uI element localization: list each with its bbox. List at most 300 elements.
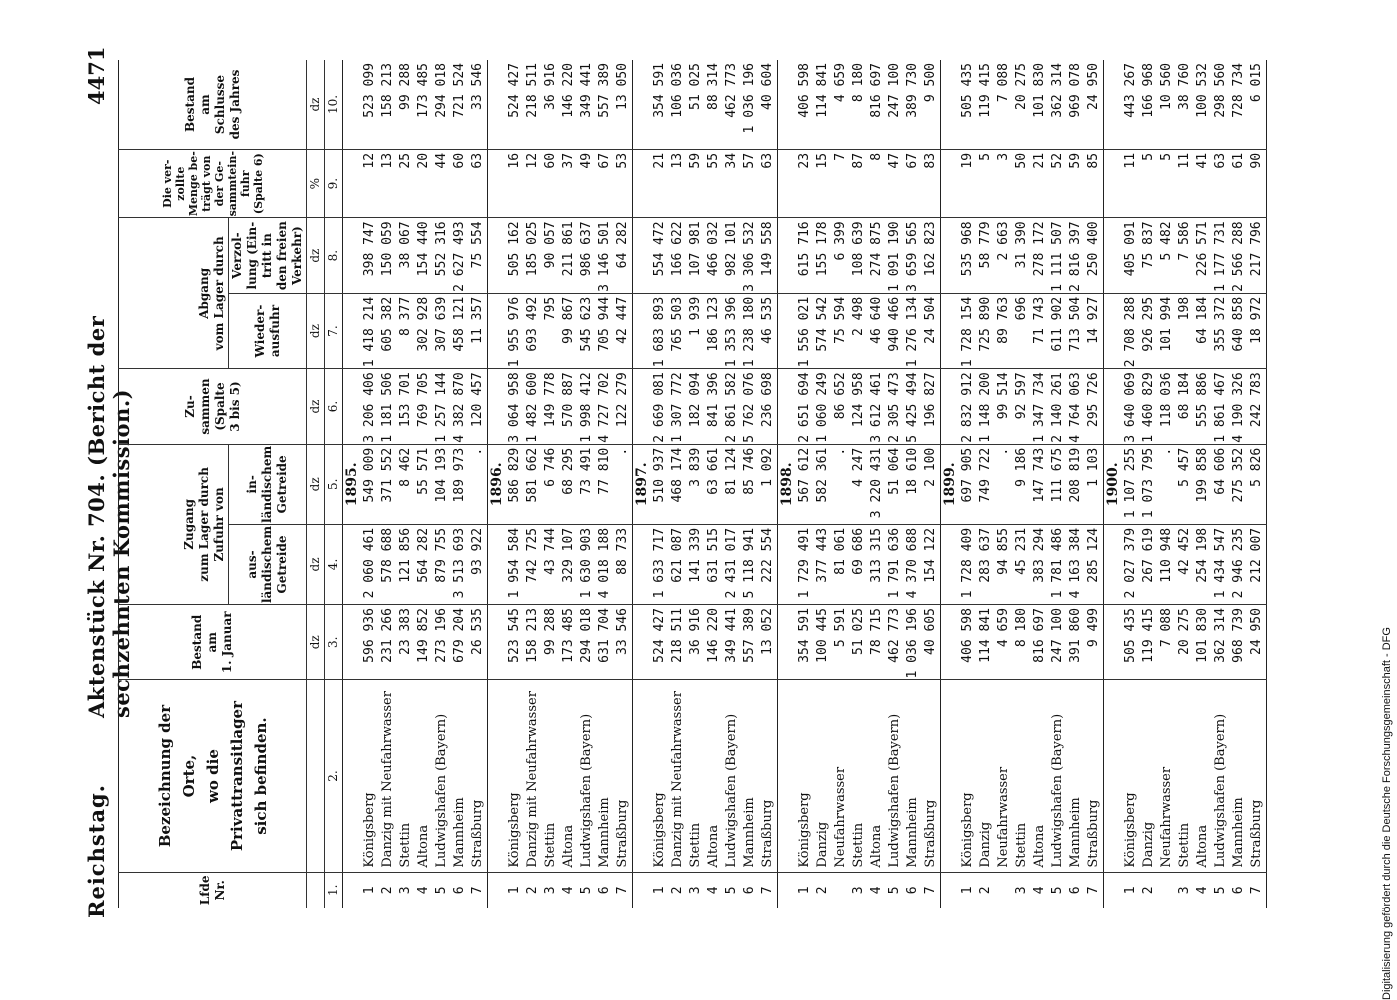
cell-col3: 349 441 [723,605,741,680]
cell-col3: 354 591 [796,605,814,680]
cell-col3: 26 535 [469,605,488,680]
row-number: 6 [1067,872,1085,908]
cell-col8: 278 172 [1031,218,1049,293]
year-heading-spacer [778,60,797,149]
zugang-heading: Zugang [182,499,196,550]
table-row [1049,60,1067,908]
cell-col10: 88 314 [706,63,721,110]
row-number: 4 [560,872,578,908]
cell-col5: 73 491 [578,444,596,524]
cell-col9: 11 [1176,149,1194,217]
cell-col3: 119 415 [1140,605,1158,680]
cell-col4: 43 744 [542,524,560,604]
cell-col7: 11 357 [469,293,488,368]
col9-heading-h: (Spalte 6) [251,153,265,215]
year-heading-spacer [778,872,797,908]
cell-col7: 1 939 [687,293,705,368]
year-heading-spacer [633,524,652,604]
cell-col3: 20 275 [1176,605,1194,680]
cell-col7: 2 708 288 [1122,293,1140,368]
table-row [850,60,868,908]
table-row [868,60,886,908]
cell-col9: 37 [560,149,578,217]
cell-col7: 705 944 [596,293,614,368]
year-heading-spacer [1104,60,1123,149]
cell-col3: 406 598 [959,605,977,680]
cell-col9: 55 [705,149,723,217]
cell-col9: 12 [361,149,379,217]
cell-col4: 3 513 693 [451,524,469,604]
row-number: 5 [723,872,741,908]
cell-col7: 640 858 [1230,293,1248,368]
cell-col4: 1 434 547 [1212,524,1230,604]
year-heading-spacer [488,149,507,217]
place-name: Ludwigshafen (Bayern) [723,680,741,872]
cell-col7: 1 683 893 [651,293,669,368]
cell-col3: 114 841 [977,605,995,680]
cell-col6: 1 257 144 [433,369,451,444]
year-heading-row [633,60,652,908]
row-number: 1 [1122,872,1140,908]
cell-col8: 38 067 [397,218,415,293]
cell-col6: 242 783 [1248,369,1267,444]
col5-heading-a: in- [245,475,259,494]
place-name: Ludwigshafen (Bayern) [1049,680,1067,872]
cell-col10: 101 830 [1032,63,1047,118]
cell-col7: 713 504 [1067,293,1085,368]
cell-col7: 1 353 396 [723,293,741,368]
cell-col4: 5 118 941 [741,524,759,604]
cell-col5: 6 746 [542,444,560,524]
cell-col5: . [614,444,633,524]
cell-col5: 9 186 [1013,444,1031,524]
table-row [687,60,705,908]
year-heading-spacer [633,60,652,149]
col9-heading-e: der Ge- [212,161,226,207]
abgang-heading: Abgang [197,267,211,319]
cell-col10: 523 099 [362,63,377,118]
table-row [1122,60,1140,908]
year-heading-spacer [1104,293,1123,368]
cell-col4: 742 725 [524,524,542,604]
place-name: Neufahrwasser [995,680,1013,872]
cell-col9: 90 [1248,149,1267,217]
table-row [741,60,759,908]
cell-col6: 118 036 [1158,369,1176,444]
place-name: Danzig mit Neufahrwasser [379,680,397,872]
year-heading-spacer [941,60,960,149]
year-label: 1895. [343,444,362,524]
cell-col5: 5 457 [1176,444,1194,524]
cell-col7: 14 927 [1085,293,1104,368]
cell-col5: 582 361 [814,444,832,524]
colnum-6: 6. [325,369,343,444]
year-heading-spacer [633,680,652,872]
row-number: 6 [596,872,614,908]
cell-col3: 33 546 [614,605,633,680]
cell-col6: 570 887 [560,369,578,444]
cell-col4: 254 198 [1194,524,1212,604]
cell-col9: 47 [886,149,904,217]
cell-col4: 377 443 [814,524,832,604]
cell-col5: . [1158,444,1176,524]
cell-col4: 2 060 461 [361,524,379,604]
place-name: Altona [1031,680,1049,872]
year-heading-spacer [633,369,652,444]
cell-col5: 567 612 [796,444,814,524]
cell-col5: 18 610 [904,444,922,524]
cell-col9: 7 [832,149,850,217]
table-row [1031,60,1049,908]
cell-col5: 104 193 [433,444,451,524]
row-number: 5 [433,872,451,908]
place-name: Neufahrwasser [832,680,850,872]
row-number: 4 [868,872,886,908]
cell-col3: 631 704 [596,605,614,680]
cell-col8: 466 032 [705,218,723,293]
cell-col10: 354 591 [652,63,667,118]
cell-col10: 1 036 196 [742,63,757,134]
cell-col4: 94 855 [995,524,1013,604]
cell-col7: 458 121 [451,293,469,368]
colnum-9: 9. [325,149,343,217]
cell-col10: 816 697 [869,63,884,118]
cell-col10: 114 841 [815,63,830,118]
cell-col4: 1 791 636 [886,524,904,604]
cell-col10: 406 598 [797,63,812,118]
cell-col9: 50 [1013,149,1031,217]
cell-col3: 158 213 [524,605,542,680]
cell-col7: 696 [1013,293,1031,368]
cell-col10: 24 950 [1086,63,1101,110]
year-label: 1900. [1104,444,1123,524]
place-name: Mannheim [1067,680,1085,872]
cell-col5: 3 220 431 [868,444,886,524]
year-heading-spacer [1104,369,1123,444]
row-number: 7 [922,872,941,908]
row-number: 3 [397,872,415,908]
table-row [723,60,741,908]
place-name: Mannheim [741,680,759,872]
cell-col3: 13 052 [759,605,778,680]
place-name: Ludwigshafen (Bayern) [886,680,904,872]
col7-heading-b: ausfuhr [267,304,282,358]
cell-col5: 468 174 [669,444,687,524]
cell-col10: 36 916 [543,63,558,110]
cell-col6: 3 612 461 [868,369,886,444]
col6-heading-b: sammen [197,378,212,435]
year-heading-spacer [941,680,960,872]
cell-col4: 1 630 903 [578,524,596,604]
place-name: Königsberg [1122,680,1140,872]
cell-col10: 173 485 [416,63,431,118]
cell-col9: 21 [1031,149,1049,217]
unit-col9: % [307,149,325,217]
place-name: Danzig [1140,680,1158,872]
cell-col3: 968 739 [1230,605,1248,680]
year-heading-spacer [343,605,362,680]
cell-col7: 2 498 [850,293,868,368]
year-heading-spacer [343,680,362,872]
cell-col10: 298 560 [1213,63,1228,118]
cell-col8: 2 627 493 [451,218,469,293]
table-row [614,60,633,908]
cell-col8: 554 472 [651,218,669,293]
cell-col4: 879 755 [433,524,451,604]
col9-heading-c: Menge be- [186,151,200,217]
cell-col9: 5 [1140,149,1158,217]
row-number: 1 [796,872,814,908]
cell-col6: 92 597 [1013,369,1031,444]
cell-col10: 119 415 [978,63,993,118]
cell-col5: 147 743 [1031,444,1049,524]
cell-col3: 78 715 [868,605,886,680]
cell-col8: 150 059 [379,218,397,293]
col1-heading: Lfde Nr. [197,875,227,906]
year-heading-spacer [1104,218,1123,293]
cell-col7: 926 295 [1140,293,1158,368]
cell-col9: 52 [1049,149,1067,217]
unit-col8: dz [307,218,325,293]
cell-col9: 44 [433,149,451,217]
cell-col6: 2 305 473 [886,369,904,444]
year-heading-spacer [778,680,797,872]
cell-col4: 1 728 409 [959,524,977,604]
cell-col7: 101 994 [1158,293,1176,368]
cell-col5: 749 722 [977,444,995,524]
place-name: Altona [415,680,433,872]
row-number: 5 [886,872,904,908]
cell-col9: 13 [669,149,687,217]
cell-col9: 63 [1212,149,1230,217]
col6-heading-a: Zu- [182,395,197,418]
table-row [433,60,451,908]
cell-col8: 2 566 288 [1230,218,1248,293]
cell-col9: 13 [379,149,397,217]
cell-col9: 53 [614,149,633,217]
cell-col4: 621 087 [669,524,687,604]
cell-col4: 283 637 [977,524,995,604]
table-row [560,60,578,908]
cell-col10: 505 435 [960,63,975,118]
cell-col10: 20 275 [1014,63,1029,110]
cell-col6: 124 958 [850,369,868,444]
place-name: Königsberg [361,680,379,872]
cell-col7: 186 123 [705,293,723,368]
zugang-heading-2: zum Lager durch [197,467,211,582]
cell-col10: 247 100 [887,63,902,118]
cell-col5: 208 819 [1067,444,1085,524]
cell-col4: 267 619 [1140,524,1158,604]
cell-col9: 63 [469,149,488,217]
cell-col3: 149 852 [415,605,433,680]
cell-col6: 4 764 063 [1067,369,1085,444]
colnum-10: 10. [326,94,340,115]
year-heading-spacer [633,218,652,293]
row-number: 1 [506,872,524,908]
cell-col5: 1 073 795 [1140,444,1158,524]
cell-col7: 75 594 [832,293,850,368]
cell-col4: 121 856 [397,524,415,604]
row-number: 7 [614,872,633,908]
cell-col7: 605 382 [379,293,397,368]
row-number: 1 [959,872,977,908]
cell-col3: 101 830 [1194,605,1212,680]
place-name: Stettin [397,680,415,872]
cell-col8: 166 622 [669,218,687,293]
row-number [832,872,850,908]
cell-col8: 5 482 [1158,218,1176,293]
table-container [118,60,1293,908]
cell-col9: 67 [596,149,614,217]
row-number: 6 [451,872,469,908]
cell-col3: 51 025 [850,605,868,680]
cell-col7: 1 955 976 [506,293,524,368]
place-name: Altona [1194,680,1212,872]
cell-col6: 149 778 [542,369,560,444]
year-heading-spacer [488,680,507,872]
cell-col8: 535 968 [959,218,977,293]
cell-col5: 586 829 [506,444,524,524]
cell-col5: 2 100 [922,444,941,524]
cell-col5: 111 675 [1049,444,1067,524]
cell-col9: 19 [959,149,977,217]
cell-col6: 68 184 [1176,369,1194,444]
col8-heading-a: Verzol- [230,232,244,279]
cell-col9: 20 [415,149,433,217]
cell-col3: 9 499 [1085,605,1104,680]
cell-col8: 149 558 [759,218,778,293]
row-number: 2 [379,872,397,908]
cell-col5: 68 295 [560,444,578,524]
cell-col5: 189 973 [451,444,469,524]
cell-col3: 5 591 [832,605,850,680]
cell-col5: 1 107 255 [1122,444,1140,524]
cell-col6: 1 148 200 [977,369,995,444]
year-heading-row [1104,60,1123,908]
cell-col7: 1 728 154 [959,293,977,368]
row-number: 1 [651,872,669,908]
colnum-4: 4. [325,524,343,604]
row-number: 3 [1013,872,1031,908]
row-number: 3 [687,872,705,908]
page-number: 4471 [84,46,109,105]
colnum-1: 1. [325,872,343,908]
cell-col4: 285 124 [1085,524,1104,604]
col7-heading-a: Wieder- [252,304,267,358]
cell-col4: 2 431 017 [723,524,741,604]
cell-col10: 106 036 [670,63,685,118]
cell-col6: 2 832 912 [959,369,977,444]
cell-col8: 226 571 [1194,218,1212,293]
year-heading-spacer [778,369,797,444]
year-heading-spacer [941,218,960,293]
cell-col3: 218 511 [669,605,687,680]
cell-col7: 1 418 214 [361,293,379,368]
cell-col9: 5 [977,149,995,217]
year-heading-spacer [488,218,507,293]
cell-col5: 510 937 [651,444,669,524]
table-row [1085,60,1104,908]
cell-col7: 725 890 [977,293,995,368]
cell-col8: 982 101 [723,218,741,293]
cell-col4: 329 107 [560,524,578,604]
cell-col9: 34 [723,149,741,217]
table-row [977,60,995,908]
cell-col4: 564 282 [415,524,433,604]
cell-col10: 362 314 [1050,63,1065,118]
cell-col8: 162 823 [922,218,941,293]
cell-col7: 46 535 [759,293,778,368]
row-number: 7 [1085,872,1104,908]
cell-col10: 524 427 [507,63,522,118]
cell-col5: . [995,444,1013,524]
cell-col6: 295 726 [1085,369,1104,444]
cell-col4: 88 733 [614,524,633,604]
place-name: Danzig mit Neufahrwasser [524,680,542,872]
cell-col5: 581 662 [524,444,542,524]
cell-col7: 24 504 [922,293,941,368]
table-row [1140,60,1158,908]
year-label: 1897. [633,444,652,524]
unit-col4: dz [307,524,325,604]
table-row [705,60,723,908]
cell-col10: 7 088 [996,63,1011,103]
table-body [343,60,1267,908]
cell-col9: 60 [542,149,560,217]
year-heading-spacer [343,369,362,444]
cell-col4: 1 729 491 [796,524,814,604]
dfg-side-note: Digitalisierung gefördert durch die Deutsche Forschungsgemeinschaft - DFG [1381,627,1393,1000]
year-heading-spacer [343,60,362,149]
table-header [119,60,343,908]
abgang-heading-2: vom Lager durch [212,236,226,351]
data-table [118,60,1267,908]
cell-col7: 8 377 [397,293,415,368]
cell-col5: 63 661 [705,444,723,524]
year-heading-row [941,60,960,908]
cell-col4: 69 686 [850,524,868,604]
cell-col4: 4 018 188 [596,524,614,604]
year-heading-spacer [1104,680,1123,872]
cell-col6: 99 514 [995,369,1013,444]
cell-col8: 615 716 [796,218,814,293]
cell-col9: 67 [904,149,922,217]
cell-col8: 3 146 501 [596,218,614,293]
cell-col7: 71 743 [1031,293,1049,368]
cell-col7: 355 372 [1212,293,1230,368]
cell-col8: 552 316 [433,218,451,293]
col6-heading-d: 3 bis 5) [227,381,242,432]
row-number: 5 [1049,872,1067,908]
cell-col6: 4 727 702 [596,369,614,444]
year-heading-spacer [488,60,507,149]
cell-col10: 294 018 [434,63,449,118]
cell-col10: 969 078 [1068,63,1083,118]
cell-col7: 99 867 [560,293,578,368]
cell-col4: 1 954 584 [506,524,524,604]
cell-col5: 697 905 [959,444,977,524]
row-number: 4 [1031,872,1049,908]
cell-col7: 42 447 [614,293,633,368]
cell-col3: 99 288 [542,605,560,680]
row-number: 4 [415,872,433,908]
header-reichstag: Reichstag. [84,784,109,918]
cell-col7: 64 184 [1194,293,1212,368]
place-name: Stettin [850,680,868,872]
place-name: Mannheim [596,680,614,872]
cell-col3: 462 773 [886,605,904,680]
